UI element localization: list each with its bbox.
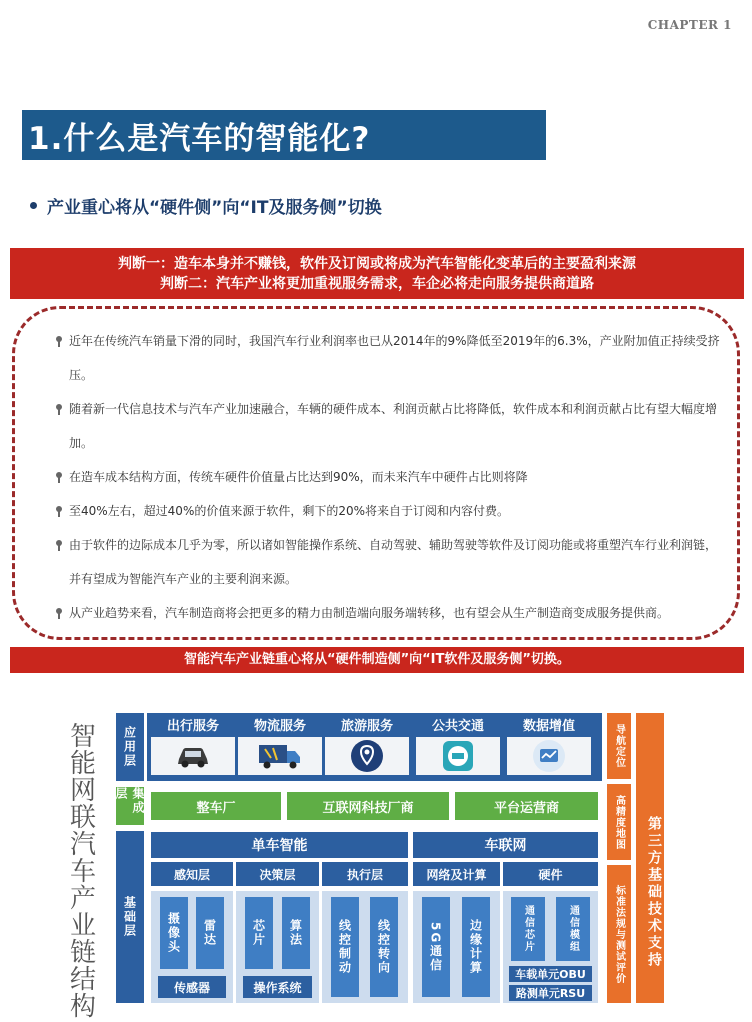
subtitle-text: 产业重心将从“硬件侧”向“IT及服务侧”切换 — [47, 198, 382, 218]
pin-icon — [55, 472, 63, 483]
bullet-text: 在造车成本结构方面，传统车硬件价值量占比达到90%，而未来汽车中硬件占比则将降 — [69, 470, 528, 484]
standards-testing: 标准法规与测试评价 — [607, 865, 631, 1003]
bullet-text: 从产业趋势来看，汽车制造商将会把更多的精力由制造端向服务端转移，也有望会从生产制造商变成服务提供商。 — [69, 606, 670, 620]
service-logistics — [238, 717, 322, 777]
car-icon — [175, 743, 211, 769]
integration-internet-tech: 互联网科技厂商 — [287, 792, 449, 820]
service-public-transit — [416, 717, 500, 777]
service-travel — [151, 717, 235, 777]
strip-os: 操作系统 — [243, 976, 312, 998]
bullet-item — [55, 392, 720, 460]
sub-header-network: 网络及计算 — [413, 862, 500, 886]
strip-sensor: 传感器 — [158, 976, 226, 998]
bullet-item — [55, 324, 720, 392]
connected-vehicle-header: 车联网 — [413, 832, 598, 858]
item-comm-module: 通信模组 — [556, 897, 590, 961]
item-edge-computing: 边缘计算 — [462, 897, 490, 997]
service-label: 数据增值 — [522, 719, 575, 734]
map-pin-icon — [350, 739, 384, 773]
title-banner — [22, 110, 546, 160]
judgment-box — [10, 248, 744, 299]
service-label: 公共交通 — [431, 719, 484, 734]
pin-icon — [55, 404, 63, 415]
third-party-support: 第三方基础技术支持 — [636, 713, 664, 1003]
service-label: 出行服务 — [166, 719, 219, 734]
single-car-intelligence-header: 单车智能 — [151, 832, 408, 858]
hd-map: 高精度地图 — [607, 784, 631, 860]
truck-icon — [257, 742, 303, 770]
bullet-item — [55, 596, 720, 630]
item-algorithm: 算法 — [282, 897, 310, 969]
bullet-list — [55, 324, 720, 630]
pin-icon — [55, 540, 63, 551]
service-label: 物流服务 — [253, 719, 306, 734]
bullet-item — [55, 460, 720, 494]
bullet-text: 由于软件的边际成本几乎为零，所以诸如智能操作系统、自动驾驶、辅助驾驶等软件及订阅功能或将重塑汽车行业利润链，并有望成为智能汽车产业的主要利润来源。 — [69, 538, 718, 586]
integration-oem: 整车厂 — [151, 792, 281, 820]
layer-integration: 集成层 — [116, 787, 144, 825]
bullet-item — [55, 494, 720, 528]
sub-header-hardware: 硬件 — [503, 862, 598, 886]
item-5g: 5G通信 — [422, 897, 450, 997]
layer-base: 基础层 — [116, 831, 144, 1003]
sub-header-execution: 执行层 — [322, 862, 408, 886]
strip-rsu: 路测单元RSU — [509, 985, 592, 1001]
item-radar: 雷达 — [196, 897, 224, 969]
bottom-banner: 智能汽车产业链重心将从“硬件制造侧”向“IT软件及服务侧”切换。 — [10, 647, 744, 673]
bus-card-icon — [441, 739, 475, 773]
pin-icon — [55, 506, 63, 517]
item-brake-by-wire: 线控制动 — [331, 897, 359, 997]
pin-icon — [55, 336, 63, 347]
chart-icon — [532, 739, 566, 773]
subtitle — [30, 193, 382, 218]
page-title: 1.什么是汽车的智能化? — [28, 120, 371, 157]
item-comm-chip: 通信芯片 — [511, 897, 545, 961]
bullet-text: 近年在传统汽车销量下滑的同时，我国汽车行业利润率也已从2014年的9%降低至2019年的6.3%，产业附加值正持续受挤压。 — [69, 334, 720, 382]
item-steer-by-wire: 线控转向 — [370, 897, 398, 997]
chapter-label: CHAPTER 1 — [647, 18, 732, 32]
bullet-item — [55, 528, 720, 596]
navigation-positioning: 导航定位 — [607, 713, 631, 779]
bullet-dot-icon — [30, 202, 37, 209]
judgment-2: 判断二：汽车产业将更加重视服务需求，车企必将走向服务提供商道路 — [160, 276, 594, 292]
sub-header-decision: 决策层 — [236, 862, 319, 886]
bullet-text: 随着新一代信息技术与汽车产业加速融合，车辆的硬件成本、利润贡献占比将降低，软件成本和利润贡献占比有望大幅度增加。 — [69, 402, 718, 450]
layer-app: 应用层 — [116, 713, 144, 781]
pin-icon — [55, 608, 63, 619]
diagram-vertical-title: 智能网联汽车产业链结构 — [69, 722, 96, 1022]
service-label: 旅游服务 — [340, 719, 393, 734]
integration-platform: 平台运营商 — [455, 792, 598, 820]
item-camera: 摄像头 — [160, 897, 188, 969]
strip-obu: 车载单元OBU — [509, 966, 592, 982]
bullet-text: 至40%左右，超过40%的价值来源于软件，剩下的20%将来自于订阅和内容付费。 — [69, 504, 510, 518]
sub-header-perception: 感知层 — [151, 862, 233, 886]
service-data-value — [507, 717, 591, 777]
service-tourism — [325, 717, 409, 777]
judgment-1: 判断一：造车本身并不赚钱，软件及订阅或将成为汽车智能化变革后的主要盈利来源 — [118, 256, 636, 272]
item-chip: 芯片 — [245, 897, 273, 969]
